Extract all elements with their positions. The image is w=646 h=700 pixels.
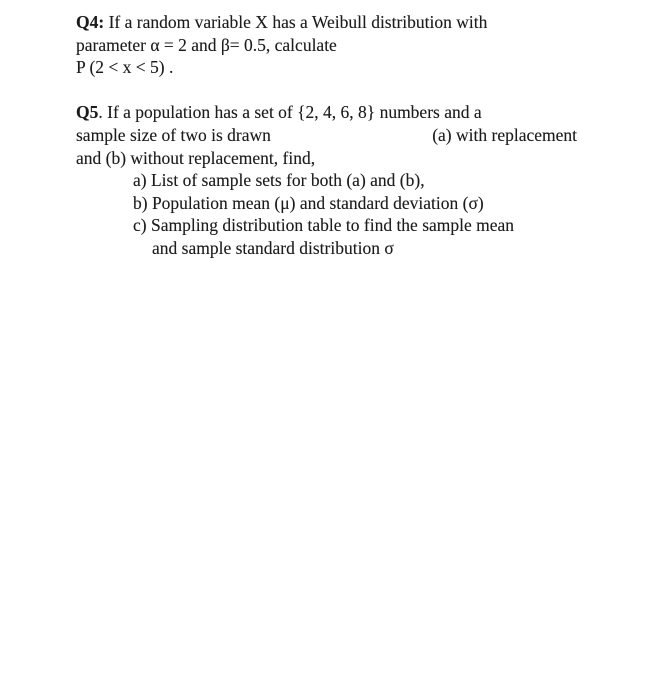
q4-line-3: P (2 < x < 5) .	[76, 57, 174, 78]
q5-label: Q5	[76, 102, 99, 123]
question-4	[76, 11, 578, 79]
q5-line-1-text: . If a population has a set of {2, 4, 6, 8} numbers and a	[98, 102, 482, 123]
q4-line-2: parameter α = 2 and β= 0.5, calculate	[76, 34, 337, 55]
q5-item-a: a) List of sample sets for both (a) and (b),	[133, 170, 425, 191]
q5-line-1	[76, 101, 578, 124]
q4-line-1	[76, 11, 578, 34]
document-content	[76, 11, 578, 260]
q5-line-2	[76, 124, 577, 147]
q4-line-1-text: If a random variable X has a Weibull distribution with	[104, 12, 488, 32]
q5-item-b: b) Population mean (μ) and standard deviation (σ)	[133, 192, 484, 213]
q5-line-2-right: (a) with replacement	[432, 124, 577, 145]
q5-line-3: and (b) without replacement, find,	[76, 147, 316, 168]
q5-item-c-continuation: and sample standard distribution σ	[152, 237, 394, 258]
q5-item-c: c) Sampling distribution table to find the sample mean	[133, 215, 515, 236]
q4-label: Q4:	[76, 12, 105, 32]
q5-line-2-left: sample size of two is drawn	[76, 124, 271, 145]
paragraph-spacer	[76, 79, 578, 102]
question-5	[76, 101, 578, 259]
